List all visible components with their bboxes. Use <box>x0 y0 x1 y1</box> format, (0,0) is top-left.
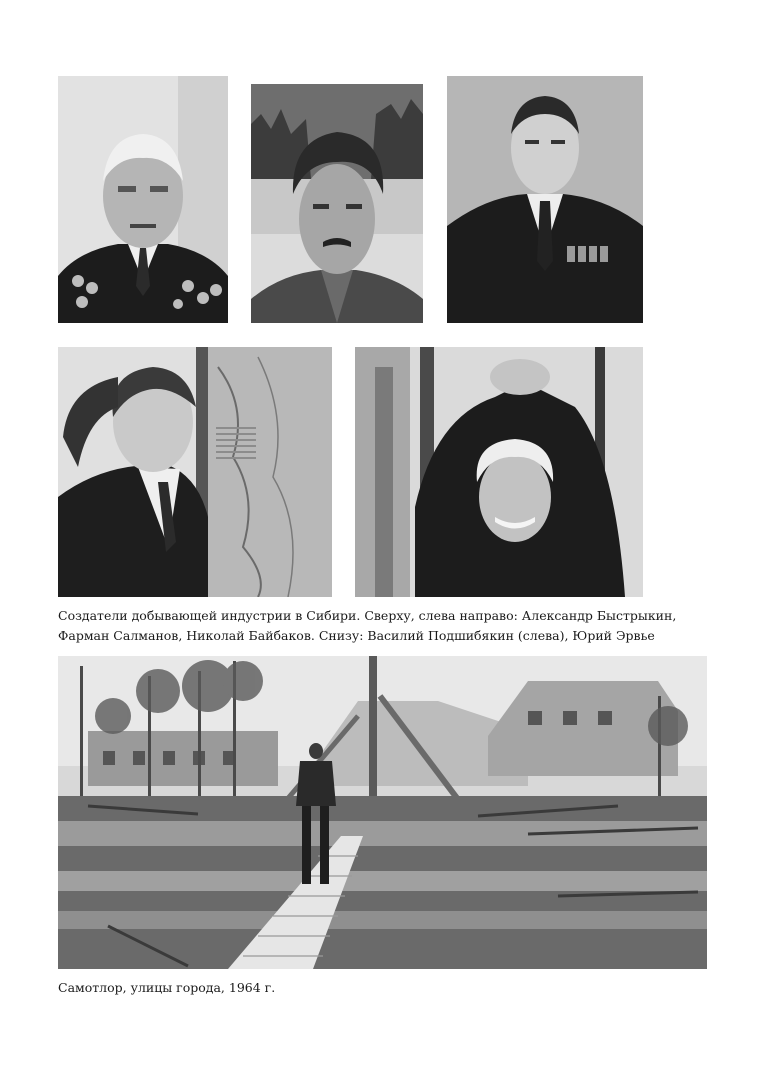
portrait-photo-bystrykin <box>58 76 228 323</box>
portrait-photo-baibakov <box>447 76 643 323</box>
portrait-photo-salmanov <box>251 84 423 323</box>
portrait-photo-ervye <box>355 347 643 597</box>
town-caption-text: Самотлор, улицы города, 1964 г. <box>58 980 276 995</box>
town-caption <box>58 978 708 998</box>
portrait-photo-podshibyakin <box>58 347 332 597</box>
portraits-caption-line-2: Фарман Салманов, Николай Байбаков. Снизу: Василий Подшибякин (слева), Юрий Эрвье <box>58 628 655 643</box>
samotlor-town-photo <box>58 656 707 969</box>
portraits-caption-line-1: Создатели добывающей индустрии в Сибири. Сверху, слева направо: Александр Быстрыкин, <box>58 608 677 623</box>
portraits-caption <box>58 606 708 646</box>
